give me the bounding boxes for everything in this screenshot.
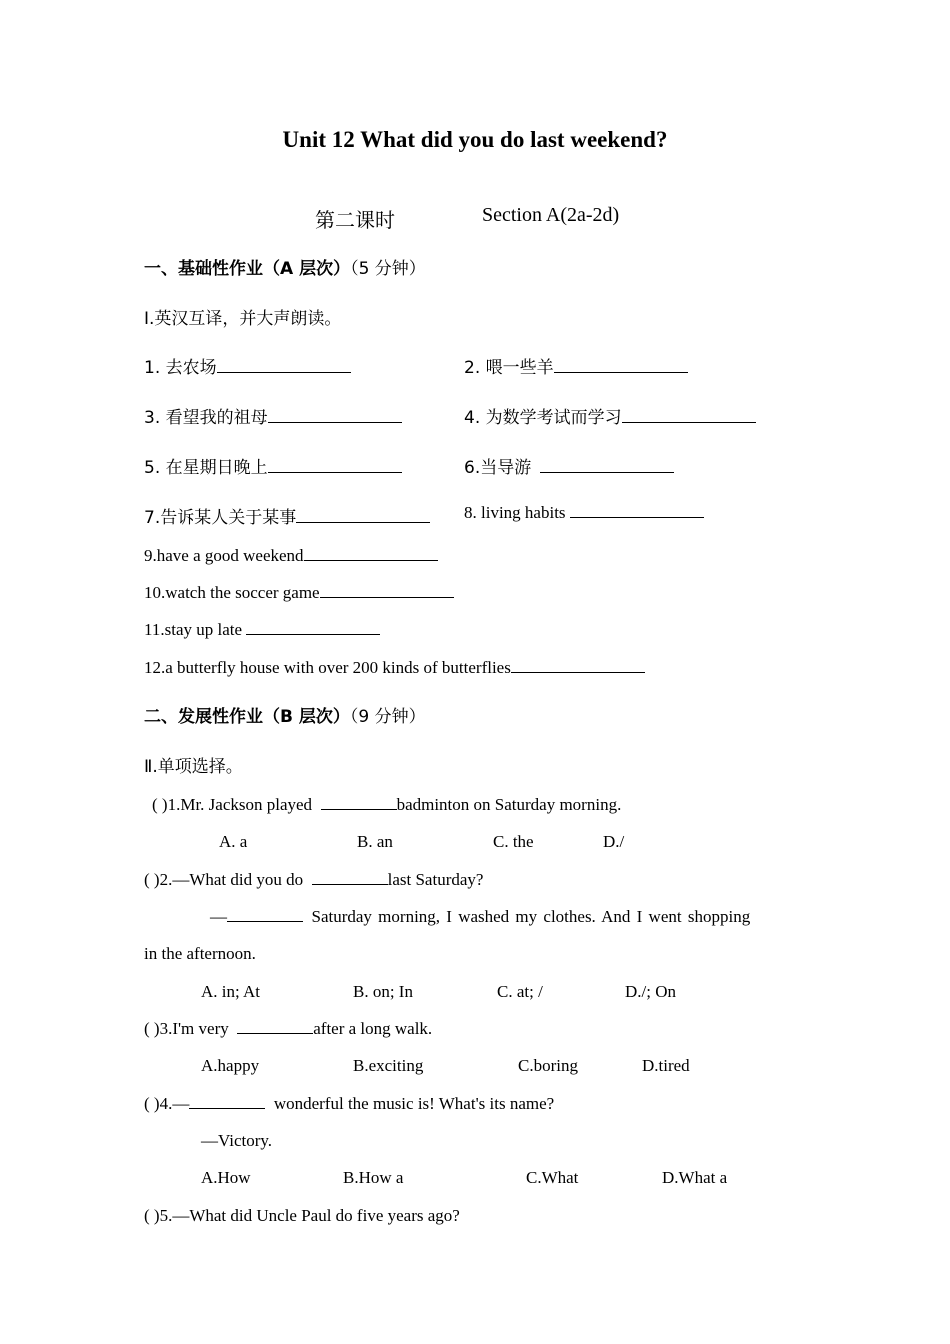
lesson-label: 第二课时	[315, 208, 395, 232]
option-b[interactable]: B. an	[357, 832, 393, 851]
vocab-item-6: 6.当导游	[464, 453, 674, 478]
option-c[interactable]: C. the	[493, 832, 534, 851]
answer-blank[interactable]	[227, 907, 303, 922]
option-d[interactable]: D.tired	[642, 1056, 690, 1075]
option-b[interactable]: B.exciting	[353, 1056, 424, 1075]
question-2-reply-cont: in the afternoon.	[144, 944, 256, 963]
answer-paren[interactable]: ( )	[144, 870, 160, 889]
option-c[interactable]: C.What	[526, 1168, 579, 1187]
answer-blank[interactable]	[217, 358, 351, 373]
answer-blank[interactable]	[570, 503, 704, 518]
answer-blank[interactable]	[237, 1019, 313, 1034]
page-title: Unit 12 What did you do last weekend?	[282, 127, 668, 152]
vocab-item-12: 12.a butterfly house with over 200 kinds of butterflies	[144, 658, 645, 678]
vocab-item-2: 2. 喂一些羊	[464, 353, 688, 378]
option-a[interactable]: A.happy	[201, 1056, 260, 1075]
answer-paren[interactable]: ( )	[144, 1019, 160, 1038]
part1-heading: 一、基础性作业（A 层次）（5 分钟）	[144, 259, 426, 279]
answer-blank[interactable]	[246, 620, 380, 635]
option-a[interactable]: A. in; At	[201, 982, 261, 1001]
vocab-item-3: 3. 看望我的祖母	[144, 403, 402, 428]
answer-paren[interactable]: ( )	[144, 1206, 160, 1225]
option-b[interactable]: B.How a	[343, 1168, 404, 1187]
question-2: ( )2.—What did you do last Saturday?	[144, 870, 484, 889]
answer-blank[interactable]	[540, 458, 674, 473]
vocab-item-5: 5. 在星期日晚上	[144, 453, 402, 478]
answer-blank[interactable]	[312, 870, 388, 885]
part1-instruction: Ⅰ.英汉互译，并大声朗读。	[144, 309, 342, 329]
answer-blank[interactable]	[189, 1094, 265, 1109]
part2-instruction: Ⅱ.单项选择。	[144, 757, 243, 777]
answer-blank[interactable]	[622, 408, 756, 423]
vocab-item-1: 1. 去农场	[144, 353, 351, 378]
vocab-item-7: 7.告诉某人关于某事	[144, 503, 430, 528]
vocab-item-10: 10.watch the soccer game	[144, 583, 454, 603]
answer-blank[interactable]	[296, 508, 430, 523]
option-b[interactable]: B. on; In	[353, 982, 413, 1001]
answer-blank[interactable]	[304, 546, 438, 561]
answer-blank[interactable]	[320, 583, 454, 598]
option-d[interactable]: D.What a	[662, 1168, 728, 1187]
question-4: ( )4.— wonderful the music is! What's its name?	[144, 1094, 555, 1113]
question-1: ( )1.Mr. Jackson played badminton on Saturday morning.	[152, 795, 622, 814]
answer-paren[interactable]: ( )	[144, 1094, 160, 1113]
option-d[interactable]: D./; On	[625, 982, 676, 1001]
answer-paren[interactable]: ( )	[152, 795, 168, 814]
option-d[interactable]: D./	[603, 832, 625, 851]
answer-blank[interactable]	[268, 458, 402, 473]
option-a[interactable]: A. a	[219, 832, 248, 851]
vocab-item-9: 9.have a good weekend	[144, 546, 438, 566]
answer-blank[interactable]	[554, 358, 688, 373]
vocab-item-4: 4. 为数学考试而学习	[464, 403, 756, 428]
option-a[interactable]: A.How	[201, 1168, 251, 1187]
vocab-item-11: 11.stay up late	[144, 620, 380, 640]
vocab-item-8: 8. living habits	[464, 503, 704, 523]
section-label: Section A(2a-2d)	[482, 204, 620, 226]
option-c[interactable]: C. at; /	[497, 982, 543, 1001]
question-2-reply: — Saturday morning, I washed my clothes. And I went shopping	[210, 907, 751, 926]
question-4-reply: —Victory.	[201, 1131, 273, 1150]
option-c[interactable]: C.boring	[518, 1056, 578, 1075]
answer-blank[interactable]	[321, 795, 397, 810]
question-3: ( )3.I'm very after a long walk.	[144, 1019, 433, 1038]
part2-heading: 二、发展性作业（B 层次）（9 分钟）	[144, 707, 426, 727]
answer-blank[interactable]	[268, 408, 402, 423]
answer-blank[interactable]	[511, 658, 645, 673]
question-5: ( )5.—What did Uncle Paul do five years ago?	[144, 1206, 460, 1225]
